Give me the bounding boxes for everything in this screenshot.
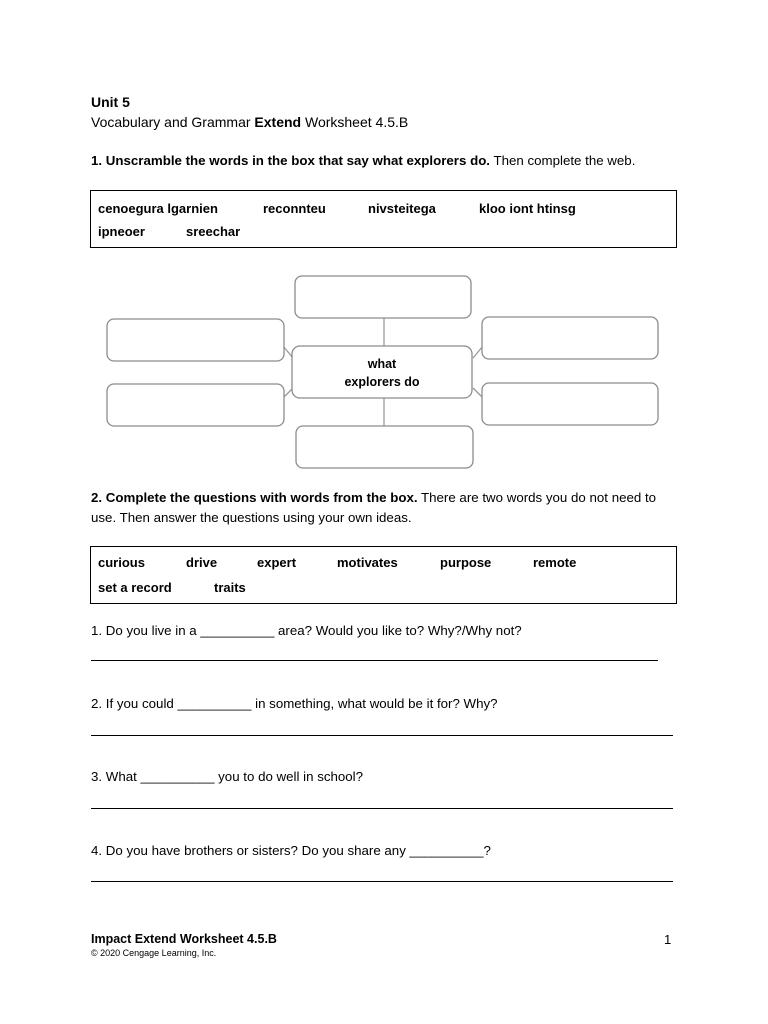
web-answer-box-top[interactable] [295, 276, 471, 318]
web-answer-box-upper-right[interactable] [482, 317, 658, 359]
subtitle-prefix: Vocabulary and Grammar [91, 114, 255, 130]
section1-instruction-rest: Then complete the web. [490, 153, 636, 168]
word-box-2-word: purpose [440, 555, 492, 570]
question-1: 1. Do you live in a __________ area? Would you like to? Why?/Why not? [91, 623, 522, 638]
web-answer-box-lower-left[interactable] [107, 384, 284, 426]
word-box-1-word: nivsteitega [368, 201, 436, 216]
question-4: 4. Do you have brothers or sisters? Do you share any __________? [91, 843, 491, 858]
word-box-1-word: reconnteu [263, 201, 326, 216]
word-box-2-word: motivates [337, 555, 398, 570]
footer-title: Impact Extend Worksheet 4.5.B [91, 932, 277, 946]
word-box-1-word: kloo iont htinsg [479, 201, 576, 216]
web-center-line2: explorers do [344, 375, 420, 389]
unit-title: Unit 5 [91, 94, 130, 110]
word-box-2-word: expert [257, 555, 297, 570]
word-box-2-word: remote [533, 555, 577, 570]
answer-line-4[interactable] [91, 881, 673, 882]
section2-instruction [91, 488, 691, 528]
word-box-1-word: cenoegura lgarnien [98, 201, 218, 216]
word-web [0, 0, 768, 500]
answer-line-2[interactable] [91, 735, 673, 736]
word-box-2-word: curious [98, 555, 145, 570]
section2-instruction-rest: There are two words you do not need to [417, 490, 657, 505]
section2-instruction-line2: use. Then answer the questions using your own ideas. [91, 510, 412, 525]
section2-instruction-line1 [91, 488, 691, 508]
question-2: 2. If you could __________ in something, what would be it for? Why? [91, 696, 498, 711]
section2-instruction-bold: 2. Complete the questions with words from the box. [91, 490, 418, 505]
web-answer-box-bottom[interactable] [296, 426, 473, 468]
web-answer-box-upper-left[interactable] [107, 319, 284, 361]
word-box-1-word: sreechar [186, 224, 241, 239]
word-box-2-word: set a record [98, 580, 172, 595]
word-box-1-word: ipneoer [98, 224, 145, 239]
word-box-2 [90, 546, 677, 604]
footer-copyright: © 2020 Cengage Learning, Inc. [91, 948, 217, 958]
subtitle-extend: Extend [254, 114, 302, 130]
web-center-label [292, 355, 472, 391]
subtitle-suffix: Worksheet 4.5.B [301, 114, 409, 130]
page-number: 1 [664, 932, 672, 947]
word-box-2-word: traits [214, 580, 246, 595]
answer-line-1[interactable] [91, 660, 658, 661]
answer-line-3[interactable] [91, 808, 673, 809]
question-3: 3. What __________ you to do well in school? [91, 769, 364, 784]
web-answer-box-lower-right[interactable] [482, 383, 658, 425]
web-center-line1: what [367, 357, 397, 371]
section1-instruction-bold: 1. Unscramble the words in the box that say what explorers do. [91, 153, 491, 168]
word-box-2-word: drive [186, 555, 218, 570]
